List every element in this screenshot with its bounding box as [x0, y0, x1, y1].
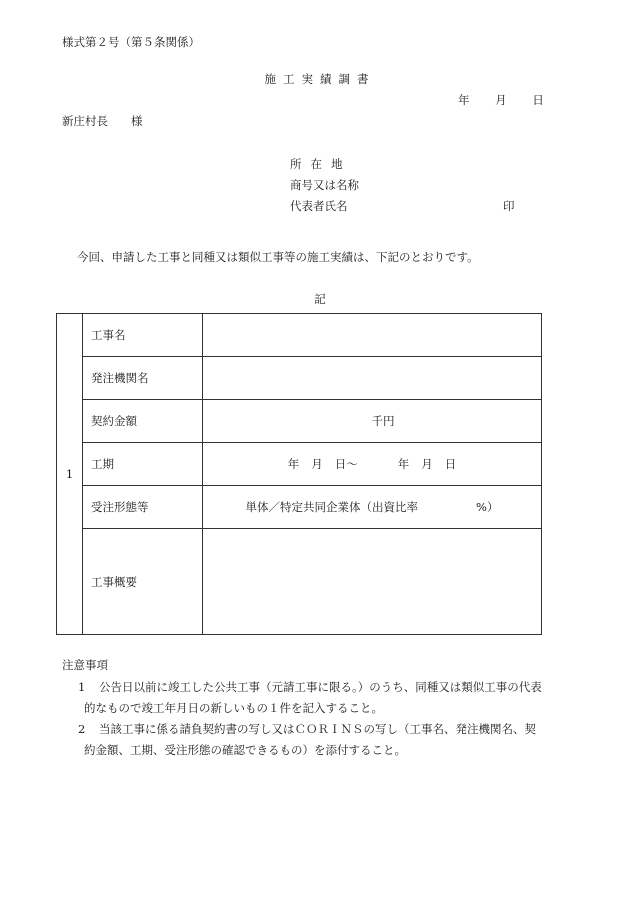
row-label-project-overview: 工事概要	[83, 529, 203, 635]
date-year: 年	[458, 93, 470, 107]
table-row	[57, 529, 542, 635]
investment-ratio-suffix: %）	[476, 500, 499, 514]
period-start-month: 月	[311, 457, 323, 471]
intro-text: 今回、申請した工事と同種又は類似工事等の施工実績は、下記のとおりです。	[77, 250, 479, 264]
note-text-line1: 当該工事に係る請負契約書の写し又はＣＯＲＩＮＳの写し（工事名、発注機関名、契	[99, 722, 536, 736]
period-end-month: 月	[421, 457, 433, 471]
period-end-day: 日	[444, 457, 457, 471]
row-label-project-name: 工事名	[83, 314, 203, 357]
note-text-line2: 約金額、工期、受注形態の確認できるもの）を添付すること。	[84, 743, 406, 757]
period-start-day: 日〜	[334, 457, 358, 471]
table-row	[57, 443, 542, 486]
date-day: 日	[532, 93, 544, 107]
note-number: 2	[78, 722, 86, 736]
note-item	[78, 677, 548, 719]
note-item	[78, 719, 548, 761]
form-number: 様式第２号（第５条関係）	[62, 35, 200, 49]
address-label: 所在地	[290, 157, 352, 171]
row-label-construction-period: 工期	[83, 443, 203, 486]
period-start-year: 年	[287, 457, 300, 471]
table-row	[57, 314, 542, 357]
notes-title: 注意事項	[62, 658, 108, 672]
construction-period-field[interactable]	[203, 443, 542, 486]
date-month: 月	[495, 93, 507, 107]
date-line	[458, 93, 544, 107]
note-text-line1: 公告日以前に竣工した公共工事（元請工事に限る。）のうち、同種又は類似工事の代表	[99, 680, 542, 694]
row-label-ordering-agency: 発注機関名	[83, 357, 203, 400]
row-label-contract-amount: 契約金額	[83, 400, 203, 443]
ki-heading: 記	[314, 292, 326, 306]
table-row	[57, 400, 542, 443]
contract-amount-unit: 千円	[371, 414, 395, 428]
company-name-label: 商号又は名称	[290, 178, 359, 192]
table-row	[57, 357, 542, 400]
investment-ratio-prefix: 単体／特定共同企業体（出資比率	[245, 500, 419, 514]
document-title: 施工実績調書	[264, 72, 376, 86]
ordering-agency-field[interactable]	[203, 357, 542, 400]
note-number: 1	[78, 680, 86, 694]
contract-amount-field[interactable]	[203, 400, 542, 443]
representative-label: 代表者氏名	[290, 199, 348, 213]
project-name-field[interactable]	[203, 314, 542, 357]
period-end-year: 年	[397, 457, 410, 471]
addressee: 新庄村長 様	[62, 114, 143, 128]
project-overview-field[interactable]	[203, 529, 542, 635]
table-row	[57, 486, 542, 529]
row-label-order-type: 受注形態等	[83, 486, 203, 529]
record-number: 1	[57, 314, 83, 635]
order-type-field[interactable]	[203, 486, 542, 529]
record-table	[56, 313, 542, 635]
note-text-line2: 的なもので竣工年月日の新しいもの１件を記入すること。	[84, 701, 383, 715]
seal-mark: 印	[503, 199, 515, 213]
